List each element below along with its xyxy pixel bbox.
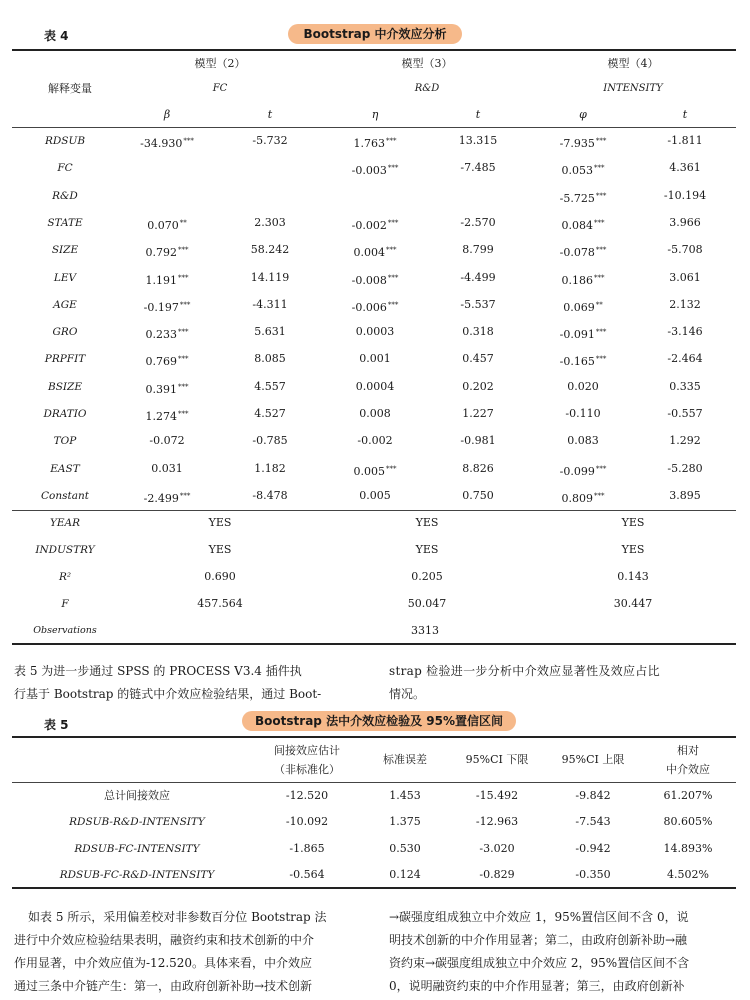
cell-value: -7.485 xyxy=(460,161,496,175)
cell-value: -1.811 xyxy=(667,134,703,147)
cell-value: 0.084 xyxy=(561,218,593,232)
table5-column-header: 95%CI 下限 xyxy=(465,753,529,766)
cell-value: 0.233 xyxy=(145,328,177,342)
table5-cell: 1.375 xyxy=(389,815,421,829)
row-variable: EAST xyxy=(50,462,80,475)
cell-value: 0.809 xyxy=(561,491,593,505)
table-cell xyxy=(538,298,628,315)
table-cell xyxy=(330,298,420,315)
table-cell xyxy=(433,298,523,312)
table4-top-rule xyxy=(12,49,736,51)
cell-value: 0.005 xyxy=(359,488,391,502)
control-value: 0.143 xyxy=(617,570,649,583)
cell-value: -0.110 xyxy=(565,407,601,420)
table4-bottom-rule xyxy=(12,643,736,645)
table5-cell: 61.207% xyxy=(663,789,713,802)
table-cell xyxy=(122,352,212,369)
cell-value: 0.031 xyxy=(151,461,183,475)
table-cell xyxy=(433,407,523,421)
table-cell xyxy=(122,134,212,151)
para1-right-line-1: strap 检验进一步分析中介效应显著性及效应占比 xyxy=(389,664,660,678)
cell-value: 13.315 xyxy=(458,134,498,147)
row-variable: STATE xyxy=(47,216,83,229)
table5-column-header: 中介效应 xyxy=(666,763,710,776)
cell-value: -5.280 xyxy=(667,461,703,475)
table-cell xyxy=(433,243,523,257)
significance-stars: *** xyxy=(178,328,189,337)
table-cell xyxy=(122,216,212,233)
table5-cell: 0.530 xyxy=(389,841,421,855)
cell-value: 3.966 xyxy=(669,215,701,229)
cell-value: 0.070 xyxy=(147,218,179,232)
cell-value: -5.537 xyxy=(460,297,496,311)
cell-value: -7.935 xyxy=(559,137,595,150)
table-cell xyxy=(330,216,420,233)
table5-cell: -0.350 xyxy=(575,867,611,881)
table-cell xyxy=(640,489,730,503)
table-cell xyxy=(538,380,628,394)
table-cell xyxy=(640,216,730,230)
row-variable: GRO xyxy=(52,326,78,339)
cell-value: -0.099 xyxy=(559,464,595,478)
table5-path: RDSUB-FC-INTENSITY xyxy=(74,842,200,855)
column-header: φ xyxy=(579,108,587,121)
column-header: η xyxy=(371,108,379,121)
table-cell xyxy=(640,243,730,257)
cell-value: 8.085 xyxy=(254,352,286,366)
table5-column-header: 相对 xyxy=(677,744,699,757)
significance-stars: *** xyxy=(595,328,607,337)
table-cell xyxy=(538,216,628,233)
table-cell xyxy=(225,325,315,339)
table5-cell: -0.829 xyxy=(479,867,515,881)
cell-value: -2.464 xyxy=(667,352,703,366)
significance-stars: *** xyxy=(178,273,189,282)
cell-value: 4.361 xyxy=(669,161,701,175)
cell-value: -0.091 xyxy=(559,328,595,342)
significance-stars: *** xyxy=(595,464,607,473)
table-cell xyxy=(122,462,212,476)
cell-value: -0.072 xyxy=(149,434,185,448)
control-variable: F xyxy=(61,598,69,610)
observations-label: Observations xyxy=(33,625,97,636)
table-cell xyxy=(538,489,628,506)
para1-right-line-2: 情况。 xyxy=(389,687,426,701)
significance-stars: *** xyxy=(178,355,189,364)
control-value: 0.205 xyxy=(411,570,443,583)
cell-value: 3.061 xyxy=(669,270,701,284)
model-dependent-variable: FC xyxy=(212,83,228,94)
significance-stars: *** xyxy=(179,491,191,500)
cell-value: 0.005 xyxy=(353,464,385,478)
significance-stars: *** xyxy=(387,300,399,309)
cell-value: 4.527 xyxy=(254,407,286,420)
cell-value: -0.197 xyxy=(143,300,179,314)
para1-left-line-2: 行基于 Bootstrap 的链式中介效应检验结果，通过 Boot- xyxy=(14,687,322,701)
para2-left-line-2: 进行中介效应检验结果表明，融资约束和技术创新的中介 xyxy=(14,933,315,947)
table-cell xyxy=(538,407,628,421)
table5-path: RDSUB-R&D-INTENSITY xyxy=(69,816,205,829)
table-cell xyxy=(330,380,420,394)
table-cell xyxy=(433,325,523,339)
table-cell xyxy=(538,271,628,288)
table-cell xyxy=(640,352,730,366)
cell-value: -4.311 xyxy=(252,297,288,311)
para2-right-line-1: →碳强度组成独立中介效应 1，95%置信区间不含 0，说 xyxy=(389,910,689,924)
column-header: β xyxy=(163,108,171,121)
cell-value: 1.227 xyxy=(462,407,494,420)
cell-value: 1.763 xyxy=(353,137,385,150)
table-cell xyxy=(640,325,730,339)
significance-stars: *** xyxy=(594,273,605,282)
table-cell xyxy=(433,134,523,148)
table5-cell: 4.502% xyxy=(667,867,709,881)
significance-stars: *** xyxy=(594,164,605,173)
table-cell xyxy=(330,489,420,503)
table4-title: Bootstrap 中介效应分析 xyxy=(288,24,462,44)
column-header: t xyxy=(267,108,273,121)
cell-value: 8.799 xyxy=(462,243,494,257)
table-cell xyxy=(225,434,315,448)
table-cell xyxy=(225,134,315,148)
cell-value: -0.557 xyxy=(667,407,703,420)
control-value: YES xyxy=(621,516,645,529)
cell-value: -3.146 xyxy=(667,325,703,339)
table-cell xyxy=(538,189,628,206)
cell-value: -0.981 xyxy=(460,434,496,448)
para1-left-line-1: 表 5 为进一步通过 SPSS 的 PROCESS V3.4 插件执 xyxy=(14,664,302,678)
table-cell xyxy=(225,271,315,285)
table4-header-rule xyxy=(12,127,736,128)
model-name: 模型（3） xyxy=(401,57,453,70)
cell-value: -5.732 xyxy=(252,134,288,147)
table-cell xyxy=(538,161,628,178)
table5-cell: -7.543 xyxy=(575,815,611,829)
table5-path: 总计间接效应 xyxy=(104,789,170,802)
table5-cell: 1.453 xyxy=(389,789,421,802)
table5-cell: -1.865 xyxy=(289,841,325,855)
table-cell xyxy=(433,489,523,503)
cell-value: 58.242 xyxy=(250,243,290,257)
table5-cell: -15.492 xyxy=(475,789,519,802)
significance-stars: *** xyxy=(595,246,607,255)
cell-value: -8.478 xyxy=(252,488,288,502)
table5-column-header: 间接效应估计 xyxy=(274,744,340,757)
table-cell xyxy=(122,298,212,315)
table5-column-header: （非标准化） xyxy=(274,763,340,776)
column-header: t xyxy=(682,108,688,121)
table5-cell: 0.124 xyxy=(389,867,421,881)
significance-stars: *** xyxy=(387,273,399,282)
table-cell xyxy=(538,325,628,342)
table-cell xyxy=(122,407,212,424)
para2-right-line-2: 明技术创新的中介作用显著；第二，由政府创新补助→融 xyxy=(389,933,688,947)
table5-bottom-rule xyxy=(12,887,736,889)
cell-value: -0.785 xyxy=(252,434,288,448)
significance-stars: *** xyxy=(386,137,397,145)
table-cell xyxy=(433,462,523,476)
control-value: YES xyxy=(621,543,645,556)
control-variable: INDUSTRY xyxy=(35,544,95,556)
control-value: YES xyxy=(415,543,439,556)
cell-value: 0.792 xyxy=(145,246,177,260)
table-cell xyxy=(433,380,523,394)
cell-value: 0.020 xyxy=(567,379,599,393)
table5-cell: -12.520 xyxy=(285,789,329,802)
significance-stars: ** xyxy=(179,218,187,227)
table-cell xyxy=(330,134,420,151)
table-cell xyxy=(433,434,523,448)
cell-value: 0.083 xyxy=(567,434,599,448)
model-dependent-variable: R&D xyxy=(414,83,440,94)
para2-left-line-3: 作用显著，中介效应值为-12.520。具体来看，中介效应 xyxy=(14,956,313,970)
cell-value: 0.457 xyxy=(462,352,494,366)
row-variable: BSIZE xyxy=(47,380,83,393)
table-cell xyxy=(433,271,523,285)
table-cell xyxy=(330,434,420,448)
cell-value: 1.292 xyxy=(669,434,701,448)
table5-top-rule xyxy=(12,736,736,738)
cell-value: 5.631 xyxy=(254,325,286,339)
cell-value: -5.708 xyxy=(667,243,703,257)
cell-value: 0.750 xyxy=(462,488,494,502)
cell-value: -2.499 xyxy=(143,491,179,505)
table5-cell: -0.564 xyxy=(289,867,325,881)
table-cell xyxy=(225,298,315,312)
table5-column-header: 95%CI 上限 xyxy=(561,753,625,766)
table-cell xyxy=(640,380,730,394)
table-cell xyxy=(225,216,315,230)
cell-value: 0.202 xyxy=(462,379,494,393)
table-cell xyxy=(538,134,628,151)
control-value: YES xyxy=(415,516,439,529)
significance-stars: *** xyxy=(178,246,189,255)
row-variable: DRATIO xyxy=(43,408,87,420)
significance-stars: *** xyxy=(595,137,607,145)
table-cell xyxy=(433,216,523,230)
control-value: 50.047 xyxy=(407,597,447,610)
cell-value: 2.303 xyxy=(254,215,286,229)
row-variable: R&D xyxy=(52,189,78,202)
table-cell xyxy=(640,271,730,285)
table-cell xyxy=(538,352,628,369)
table-cell xyxy=(538,243,628,260)
table-cell xyxy=(225,243,315,257)
row-variable: PRPFIT xyxy=(44,353,86,366)
cell-value: 0.186 xyxy=(561,273,593,287)
table-cell xyxy=(330,161,420,178)
cell-value: -5.725 xyxy=(559,191,595,205)
table-cell xyxy=(225,407,315,421)
cell-value: 1.274 xyxy=(145,410,177,423)
cell-value: 0.391 xyxy=(145,382,177,396)
table4-label: 表 4 xyxy=(44,29,69,43)
table5-cell: -0.942 xyxy=(575,841,611,855)
cell-value: -0.006 xyxy=(351,300,387,314)
para2-left-line-4: 通过三条中介链产生：第一，由政府创新补助→技术创新 xyxy=(14,979,313,993)
table5-cell: -12.963 xyxy=(475,815,519,829)
table-cell xyxy=(330,352,420,366)
table-cell xyxy=(122,271,212,288)
para2-right-line-4: 0，说明融资约束的中介作用显著；第三，由政府创新补 xyxy=(389,979,685,993)
model-name: 模型（4） xyxy=(607,57,659,70)
cell-value: -4.499 xyxy=(460,270,496,284)
table-cell xyxy=(122,243,212,260)
table-cell xyxy=(330,462,420,479)
significance-stars: *** xyxy=(178,382,189,391)
cell-value: 0.008 xyxy=(359,407,391,420)
cell-value: -2.570 xyxy=(460,215,496,229)
cell-value: 8.826 xyxy=(462,461,494,475)
cell-value: -34.930 xyxy=(140,137,183,150)
significance-stars: *** xyxy=(183,137,194,145)
table-cell xyxy=(640,134,730,148)
table-cell xyxy=(225,462,315,476)
table-cell xyxy=(122,380,212,397)
cell-value: 3.895 xyxy=(669,488,701,502)
row-variable: SIZE xyxy=(51,244,79,257)
significance-stars: *** xyxy=(595,191,607,200)
table-cell xyxy=(538,462,628,479)
table-cell xyxy=(640,407,730,421)
table-cell xyxy=(122,434,212,448)
row-variable: AGE xyxy=(53,298,77,311)
cell-value: 0.335 xyxy=(669,379,701,393)
significance-stars: *** xyxy=(387,218,399,227)
cell-value: 1.182 xyxy=(254,461,286,475)
significance-stars: *** xyxy=(595,355,607,364)
table5-cell: -3.020 xyxy=(479,841,515,855)
table-cell xyxy=(330,271,420,288)
para2-right-line-3: 资约束→碳强度组成独立中介效应 2，95%置信区间不含 xyxy=(389,956,690,970)
row-variable: RDSUB xyxy=(44,135,86,147)
table5-cell: -9.842 xyxy=(575,789,611,802)
table5-header-rule xyxy=(12,782,736,783)
cell-value: 0.001 xyxy=(359,352,391,366)
table-cell xyxy=(330,243,420,260)
table4-mid-rule xyxy=(12,510,736,511)
table5-column-header: 标准误差 xyxy=(383,753,427,766)
cell-value: -0.002 xyxy=(351,218,387,232)
cell-value: 0.053 xyxy=(561,164,593,178)
cell-value: -0.165 xyxy=(559,355,595,369)
cell-value: 0.0004 xyxy=(355,379,395,393)
table-cell xyxy=(433,161,523,175)
row-variable: TOP xyxy=(53,435,77,448)
significance-stars: *** xyxy=(178,410,189,418)
table-cell xyxy=(640,189,730,203)
table-cell xyxy=(122,489,212,506)
cell-value: 0.769 xyxy=(145,355,177,369)
significance-stars: *** xyxy=(594,218,605,227)
table5-cell: -10.092 xyxy=(285,815,329,829)
cell-value: 0.004 xyxy=(353,246,385,260)
model-name: 模型（2） xyxy=(194,57,246,70)
significance-stars: *** xyxy=(386,464,397,473)
cell-value: -0.002 xyxy=(357,434,393,448)
table-cell xyxy=(640,462,730,476)
significance-stars: *** xyxy=(594,491,605,500)
control-value: 30.447 xyxy=(613,597,653,610)
table5-cell: 14.893% xyxy=(663,841,713,855)
table-cell xyxy=(330,325,420,339)
cell-value: 1.191 xyxy=(145,273,177,287)
table-cell xyxy=(225,352,315,366)
significance-stars: *** xyxy=(179,300,191,309)
table5-title: Bootstrap 法中介效应检验及 95%置信区间 xyxy=(242,711,516,731)
table5-label: 表 5 xyxy=(44,718,69,732)
control-value: YES xyxy=(208,516,232,529)
table-cell xyxy=(330,407,420,421)
observations-value: 3313 xyxy=(411,624,439,637)
cell-value: 14.119 xyxy=(250,270,290,284)
significance-stars: ** xyxy=(595,300,603,309)
table-cell xyxy=(538,434,628,448)
row-variable: Constant xyxy=(41,489,89,502)
row-variable: FC xyxy=(57,162,73,175)
model-dependent-variable: INTENSITY xyxy=(603,83,663,94)
cell-value: 2.132 xyxy=(669,297,701,311)
control-variable: YEAR xyxy=(49,517,81,529)
row-variable: LEV xyxy=(53,271,77,284)
table-cell xyxy=(433,352,523,366)
control-variable: R² xyxy=(58,571,72,583)
table5-path: RDSUB-FC-R&D-INTENSITY xyxy=(59,868,215,881)
control-value: 0.690 xyxy=(204,570,236,583)
column-header: t xyxy=(475,108,481,121)
cell-value: 0.069 xyxy=(563,300,595,314)
para2-left-line-1: 如表 5 所示，采用偏差校对非参数百分位 Bootstrap 法 xyxy=(28,910,327,924)
significance-stars: *** xyxy=(387,164,399,173)
cell-value: -0.003 xyxy=(351,164,387,178)
table-cell xyxy=(122,325,212,342)
cell-value: 4.557 xyxy=(254,379,286,393)
control-value: 457.564 xyxy=(197,597,243,610)
table-cell xyxy=(640,161,730,175)
cell-value: -0.078 xyxy=(559,246,595,260)
table-cell xyxy=(640,434,730,448)
cell-value: -10.194 xyxy=(663,188,707,202)
table-cell xyxy=(640,298,730,312)
table-cell xyxy=(225,380,315,394)
cell-value: 0.0003 xyxy=(355,325,395,339)
table-cell xyxy=(225,489,315,503)
cell-value: 0.318 xyxy=(462,325,494,339)
significance-stars: *** xyxy=(386,246,397,255)
cell-value: -0.008 xyxy=(351,273,387,287)
table5-cell: 80.605% xyxy=(663,815,713,829)
control-value: YES xyxy=(208,543,232,556)
table4-var-header: 解释变量 xyxy=(48,82,92,95)
